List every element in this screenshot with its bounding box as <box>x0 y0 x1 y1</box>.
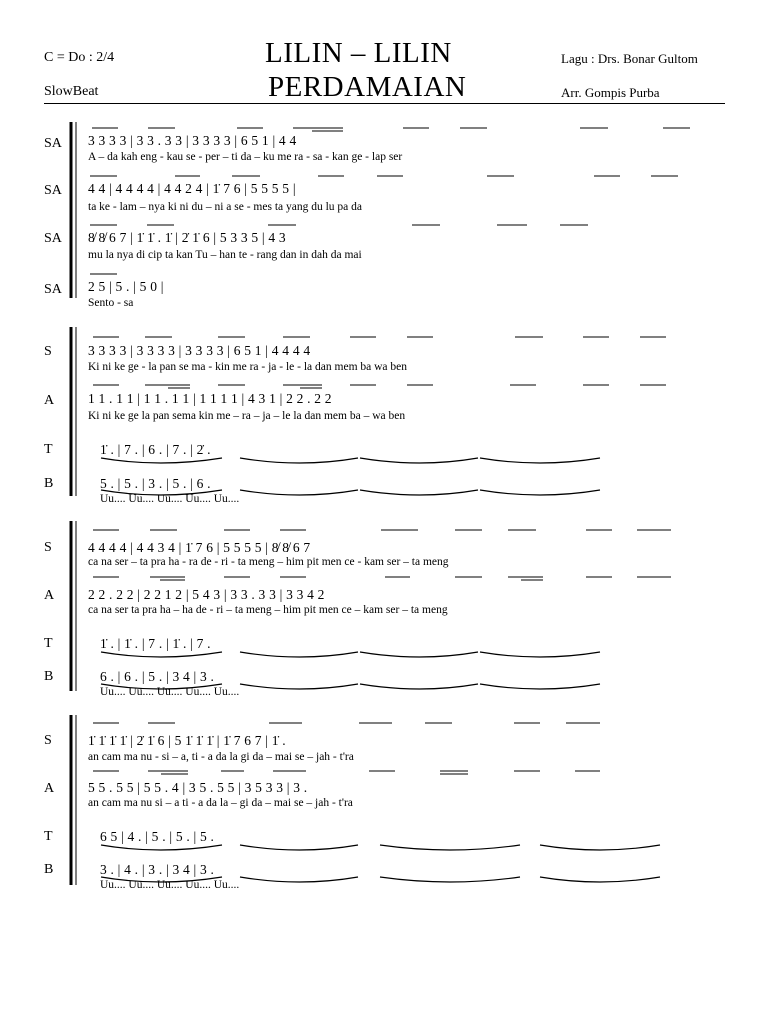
voice-label-soprano: S <box>44 733 52 748</box>
lyric-line: Ki ni ke ge la pan sema kin me – ra – ja – le la dan mem ba – wa ben <box>88 410 406 422</box>
lyric-line: Uu.... Uu.... Uu.... Uu.... Uu.... <box>100 879 240 891</box>
lyric-line: ca na ser – ta pra ha - ra de - ri - ta meng – him pit men ce - kam ser – ta meng <box>88 556 449 568</box>
voice-label-tenor: T <box>44 829 53 844</box>
lyric-line: mu la nya di cip ta kan Tu – han te - rang dan in dah da mai <box>88 249 362 261</box>
voice-label-soprano: S <box>44 344 52 359</box>
song-title-line2: PERDAMAIAN <box>268 71 467 103</box>
notation-line: 4 4 4 4 | 4 4 3 4 | 1̇ 7 6 | 5 5 5 5 | 8̸ 8̸ 6 7 <box>88 540 311 555</box>
lyric-line: an cam ma nu si – a ti - a da la – gi da – mai se – jah - t'ra <box>88 797 353 809</box>
notation-line: 5 . | 5 . | 3 . | 5 . | 6 . <box>100 476 211 491</box>
notation-line: 3 3 3 3 | 3 3 3 3 | 3 3 3 3 | 6 5 1 | 4 4 4 4 <box>88 343 311 358</box>
tempo-marking: SlowBeat <box>44 84 99 99</box>
notation-line: 2 5 | 5 . | 5 0 | <box>88 279 164 294</box>
lyric-line: Sento - sa <box>88 297 134 309</box>
notation-line: 4 4 | 4 4 4 4 | 4 4 2 4 | 1̇ 7 6 | 5 5 5 5 | <box>88 181 296 196</box>
voice-label-tenor: T <box>44 636 53 651</box>
notation-line: 8̸ 8̸ 6 7 | 1̇ 1̇ . 1̇ | 2̇ 1̇ 6 | 5 3 3 5 | 4 3 <box>88 230 286 245</box>
notation-line: 1̇ 1̇ 1̇ 1̇ | 2̇ 1̇ 6 | 5 1̇ 1̇ 1̇ | 1̇ 7 6 7 | 1̇ . <box>88 733 286 748</box>
voice-label-bass: B <box>44 862 54 877</box>
notation-line: 5 5 . 5 5 | 5 5 . 4 | 3 5 . 5 5 | 3 5 3 3 | 3 . <box>88 780 308 795</box>
notation-line: 1̇ . | 1̇ . | 7 . | 1̇ . | 7 . <box>100 636 211 651</box>
voice-label: SA <box>44 183 62 198</box>
voice-label-bass: B <box>44 669 54 684</box>
voice-label-alto: A <box>44 588 55 603</box>
notation-line: 1̇ . | 7 . | 6 . | 7 . | 2̇ . <box>100 442 211 457</box>
lyric-line: ta ke - lam – nya ki ni du – ni a se - mes ta yang du lu pa da <box>88 201 363 213</box>
notation-line: 2 2 . 2 2 | 2 2 1 2 | 5 4 3 | 3 3 . 3 3 | 3 3 4 2 <box>88 587 325 602</box>
notation-line: 1 1 . 1 1 | 1 1 . 1 1 | 1 1 1 1 | 4 3 1 | 2 2 . 2 2 <box>88 391 332 406</box>
voice-label: SA <box>44 231 62 246</box>
lyric-line: ca na ser ta pra ha – ha de - ri – ta meng – him pit men ce – kam ser – ta meng <box>88 604 448 616</box>
voice-label-soprano: S <box>44 540 52 555</box>
notation-line: 3 . | 4 . | 3 . | 3 4 | 3 . <box>100 862 215 877</box>
key-signature: C = Do : 2/4 <box>44 50 115 65</box>
song-title-line1: LILIN – LILIN <box>265 37 452 69</box>
lyric-line: A – da kah eng - kau se - per – ti da – ku me ra - sa - kan ge - lap ser <box>88 151 403 163</box>
lyric-line: Uu.... Uu.... Uu.... Uu.... Uu.... <box>100 493 240 505</box>
arranger-credit: Arr. Gompis Purba <box>561 85 660 100</box>
notation-line: 3 3 3 3 | 3 3 . 3 3 | 3 3 3 3 | 6 5 1 | 4 4 <box>88 133 297 148</box>
notation-line: 6 5 | 4 . | 5 . | 5 . | 5 . <box>100 829 215 844</box>
lyric-line: Uu.... Uu.... Uu.... Uu.... Uu.... <box>100 686 240 698</box>
voice-label-alto: A <box>44 781 55 796</box>
voice-label: SA <box>44 282 62 297</box>
voice-label-tenor: T <box>44 442 53 457</box>
composer-credit: Lagu : Drs. Bonar Gultom <box>561 51 698 66</box>
header-divider <box>44 103 725 104</box>
voice-label: SA <box>44 136 62 151</box>
notation-line: 6 . | 6 . | 5 . | 3 4 | 3 . <box>100 669 215 684</box>
voice-label-alto: A <box>44 393 55 408</box>
lyric-line: an cam ma nu - si – a, ti - a da la gi da – mai se – jah - t'ra <box>88 751 354 763</box>
voice-label-bass: B <box>44 476 54 491</box>
lyric-line: Ki ni ke ge - la pan se ma - kin me ra - ja - le - la dan mem ba wa ben <box>88 361 408 373</box>
